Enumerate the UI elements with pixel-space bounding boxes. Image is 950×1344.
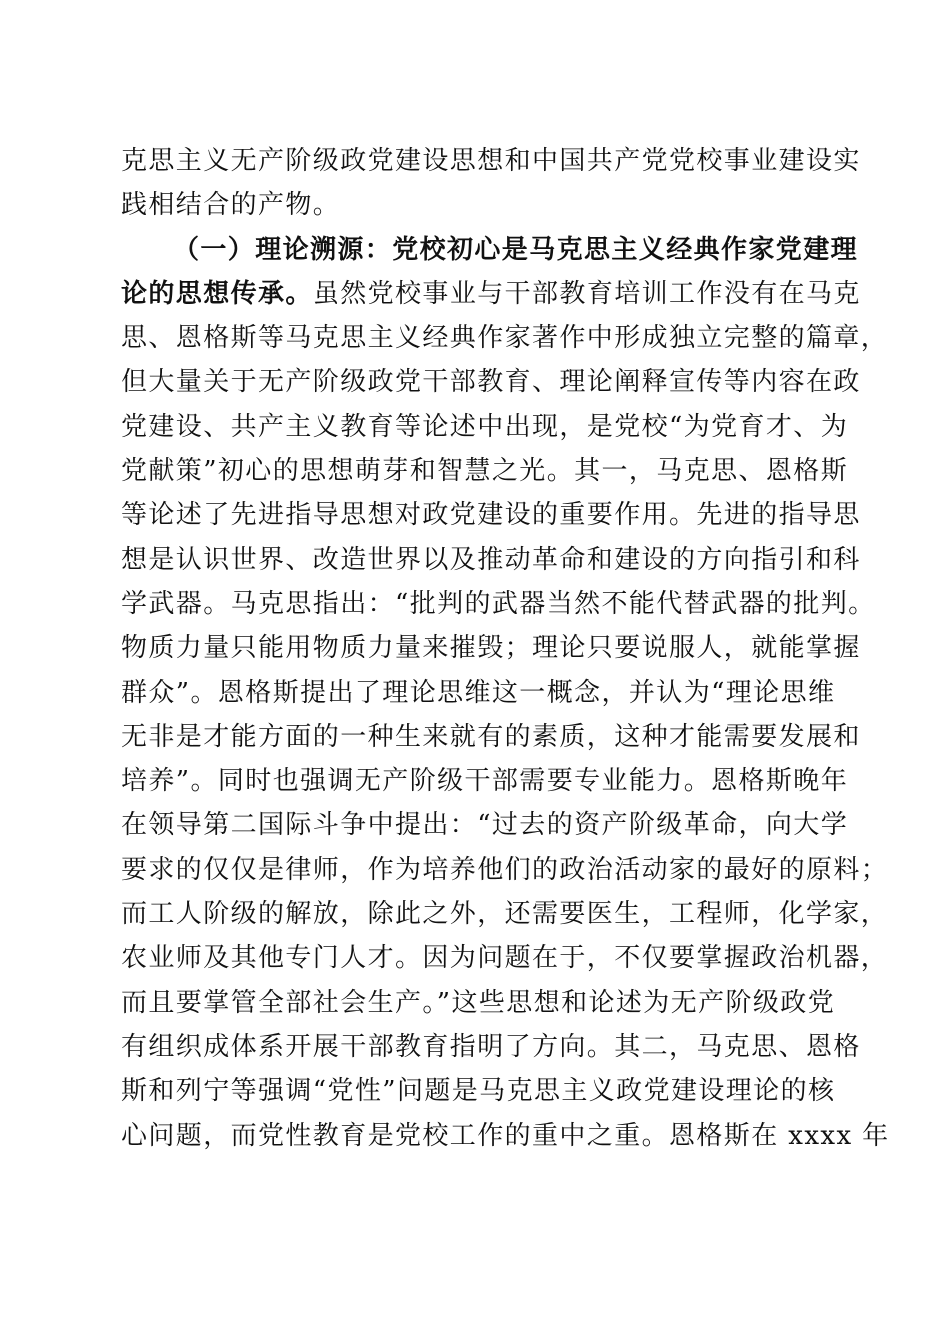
text-line	[121, 139, 861, 183]
line-text: 群众”。恩格斯提出了理论思维这一概念，并认为“理论思维	[121, 677, 836, 708]
line-text: 而工人阶级的解放，除此之外，还需要医生，工程师，化学家，	[121, 899, 889, 930]
line-text: 有组织成体系开展干部教育指明了方向。其二，马克思、恩格	[121, 1031, 861, 1062]
line-text: 而且要掌管全部社会生产。”这些思想和论述为无产阶级政党	[121, 987, 836, 1018]
line-text: 培养”。同时也强调无产阶级干部需要专业能力。恩格斯晚年	[121, 766, 849, 797]
heading-text: 论的思想传承。	[121, 278, 313, 309]
text-line	[121, 892, 889, 936]
line-text: 心问题，而党性教育是党校工作的重中之重。恩格斯在 xxxx 年	[121, 1120, 890, 1151]
text-line	[121, 1069, 836, 1113]
line-text: 学武器。马克思指出：“批判的武器当然不能代替武器的批判。	[121, 588, 876, 619]
line-text: 践相结合的产物。	[121, 190, 341, 221]
text-line	[121, 449, 849, 493]
line-text: 想是认识世界、改造世界以及推动革命和建设的方向指引和科	[121, 544, 861, 575]
heading-text: （一）理论溯源：党校初心是马克思主义经典作家党建理	[173, 234, 859, 265]
line-text: 要求的仅仅是律师，作为培养他们的政治活动家的最好的原料；	[121, 854, 889, 885]
text-line	[121, 671, 836, 715]
text-line	[121, 405, 849, 449]
line-text: 等论述了先进指导思想对政党建设的重要作用。先进的指导思	[121, 500, 861, 531]
body-text	[121, 139, 890, 1158]
text-line	[121, 272, 861, 316]
text-line	[121, 1025, 861, 1069]
text-line	[121, 626, 861, 670]
line-text: 思、恩格斯等马克思主义经典作家著作中形成独立完整的篇章，	[121, 323, 889, 354]
text-line	[121, 1114, 890, 1158]
text-line	[121, 493, 861, 537]
text-line	[121, 981, 836, 1025]
line-text: 斯和列宁等强调“党性”问题是马克思主义政党建设理论的核	[121, 1076, 836, 1107]
line-text: 无非是才能方面的一种生来就有的素质，这种才能需要发展和	[121, 721, 861, 752]
text-line	[121, 715, 861, 759]
line-text: 克思主义无产阶级政党建设思想和中国共产党党校事业建设实	[121, 146, 861, 176]
text-line	[121, 803, 849, 847]
line-text: 在领导第二国际斗争中提出：“过去的资产阶级革命，向大学	[121, 810, 849, 841]
line-text: 农业师及其他专门人才。因为问题在于，不仅要掌握政治机器，	[121, 943, 889, 974]
text-line	[121, 582, 876, 626]
text-line	[121, 538, 861, 582]
text-line	[121, 316, 889, 360]
line-text: 党建设、共产主义教育等论述中出现，是党校“为党育才、为	[121, 411, 849, 442]
text-line	[121, 759, 849, 803]
text-line	[121, 360, 861, 404]
section-heading	[121, 228, 859, 272]
text-line	[121, 183, 833, 227]
line-text: 物质力量只能用物质力量来摧毁；理论只要说服人，就能掌握	[121, 633, 861, 664]
line-text: 但大量关于无产阶级政党干部教育、理论阐释宣传等内容在政	[121, 367, 861, 398]
text-line	[121, 848, 889, 892]
line-text: 虽然党校事业与干部教育培训工作没有在马克	[312, 278, 861, 309]
line-text: 党献策”初心的思想萌芽和智慧之光。其一，马克思、恩格斯	[121, 456, 849, 487]
text-line	[121, 936, 889, 980]
